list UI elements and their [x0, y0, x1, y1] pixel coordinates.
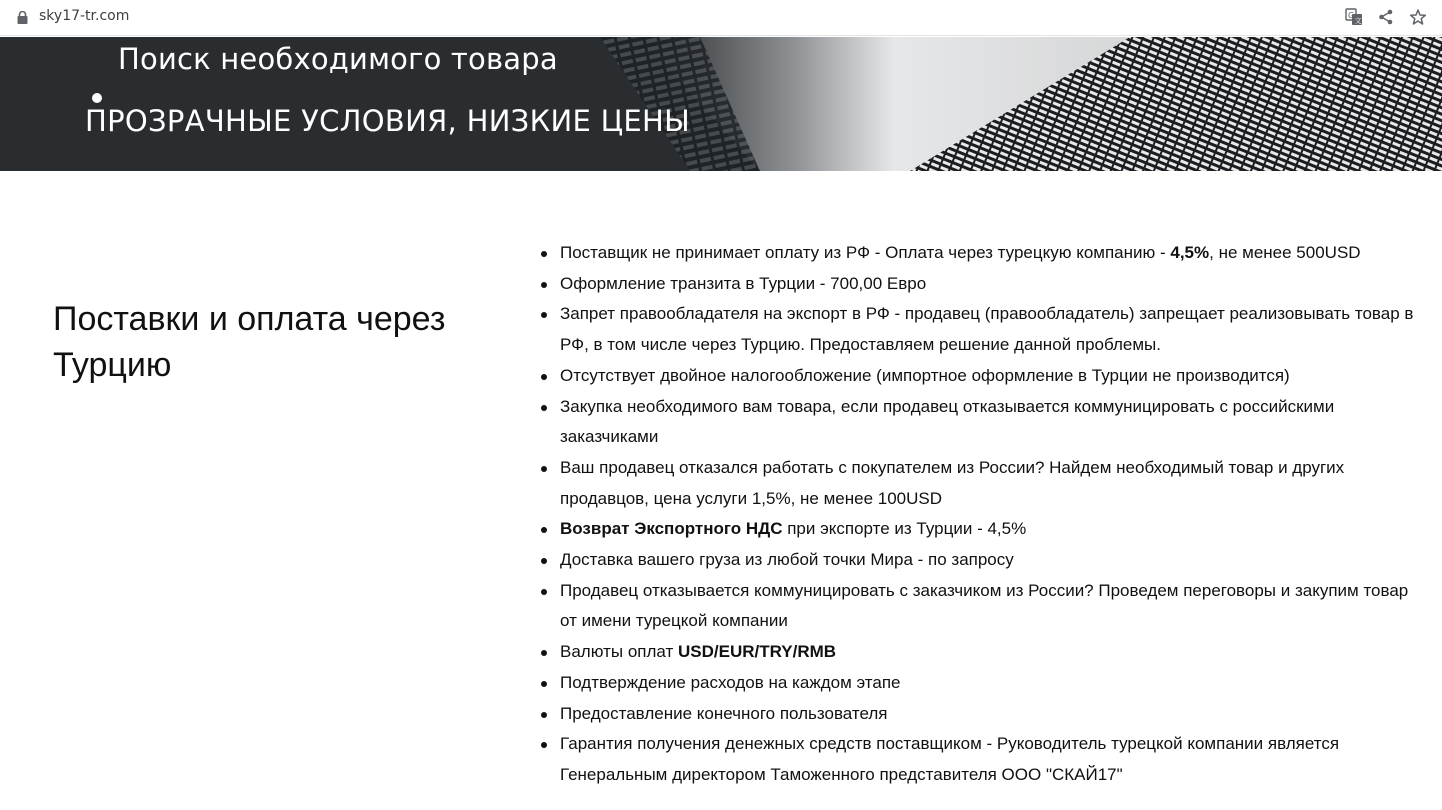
- feature-text-bold: USD/EUR/TRY/RMB: [678, 642, 837, 662]
- svg-text:文: 文: [1354, 17, 1362, 25]
- share-icon[interactable]: [1377, 8, 1395, 26]
- hero-bullet-dot: [92, 93, 102, 103]
- feature-item: [560, 299, 1420, 360]
- feature-item: [560, 514, 1420, 545]
- feature-text: Оформление транзита в Турции - 700,00 Евро: [560, 273, 927, 293]
- hero-heading: ПРОЗРАЧНЫЕ УСЛОВИЯ, НИЗКИЕ ЦЕНЫ: [85, 104, 691, 138]
- feature-text: Продавец отказывается коммуницировать с заказчиком из России? Проведем переговоры и закупим товар от имени турецкой компании: [560, 580, 1409, 631]
- feature-text-bold: Возврат Экспортного НДС: [560, 519, 783, 539]
- feature-text: Гарантия получения денежных средств поставщиком - Руководитель турецкой компании является Генеральным директором Таможенного представителя ООО "СКАЙ17": [560, 734, 1340, 784]
- feature-item: [560, 453, 1420, 514]
- feature-item: [560, 238, 1420, 269]
- features-list: [560, 238, 1420, 791]
- feature-text: Валюты оплат: [560, 642, 678, 662]
- feature-item: [560, 668, 1420, 699]
- feature-text: при экспорте из Турции - 4,5%: [782, 519, 1027, 539]
- feature-item: [560, 699, 1420, 730]
- browser-address-bar: [0, 0, 1442, 36]
- feature-text: Закупка необходимого вам товара, если продавец отказывается коммуницировать с российскими заказчиками: [560, 396, 1335, 447]
- feature-text: Подтверждение расходов на каждом этапе: [560, 672, 901, 692]
- feature-item: [560, 545, 1420, 576]
- feature-text: Поставщик не принимает оплату из РФ - Оплата через турецкую компанию -: [560, 243, 1171, 262]
- lock-icon: [17, 11, 28, 24]
- feature-text: Предоставление конечного пользователя: [560, 703, 888, 723]
- feature-text: , не менее 500USD: [1209, 243, 1361, 262]
- feature-text: Запрет правообладателя на экспорт в РФ - продавец (правообладатель) запрещает реализовывать товар в РФ, в том числе через Турцию. Предоставляем решение данной проблемы.: [560, 304, 1414, 355]
- feature-text: Доставка вашего груза из любой точки Мира - по запросу: [560, 550, 1014, 570]
- feature-item: [560, 637, 1420, 668]
- feature-text: Ваш продавец отказался работать с покупателем из России? Найдем необходимый товар и других продавцов, цена услуги 1,5%, не менее 100USD: [560, 457, 1345, 508]
- feature-item: [560, 392, 1420, 453]
- feature-item: [560, 576, 1420, 637]
- feature-item: [560, 361, 1420, 392]
- hero-banner: [0, 37, 1442, 171]
- feature-item: [560, 269, 1420, 300]
- section-title: Поставки и оплата через Турцию: [53, 300, 446, 384]
- url-text[interactable]: sky17-tr.com: [39, 8, 130, 24]
- feature-text: Отсутствует двойное налогообложение (импортное оформление в Турции не производится): [560, 365, 1290, 385]
- feature-text-bold: 4,5%: [1170, 243, 1210, 262]
- translate-icon[interactable]: [1345, 8, 1363, 26]
- hero-bullet-text: Поиск необходимого товара: [118, 42, 558, 76]
- svg-text:G: G: [1348, 11, 1355, 20]
- bookmark-star-icon[interactable]: [1409, 8, 1427, 26]
- feature-item: [560, 729, 1420, 790]
